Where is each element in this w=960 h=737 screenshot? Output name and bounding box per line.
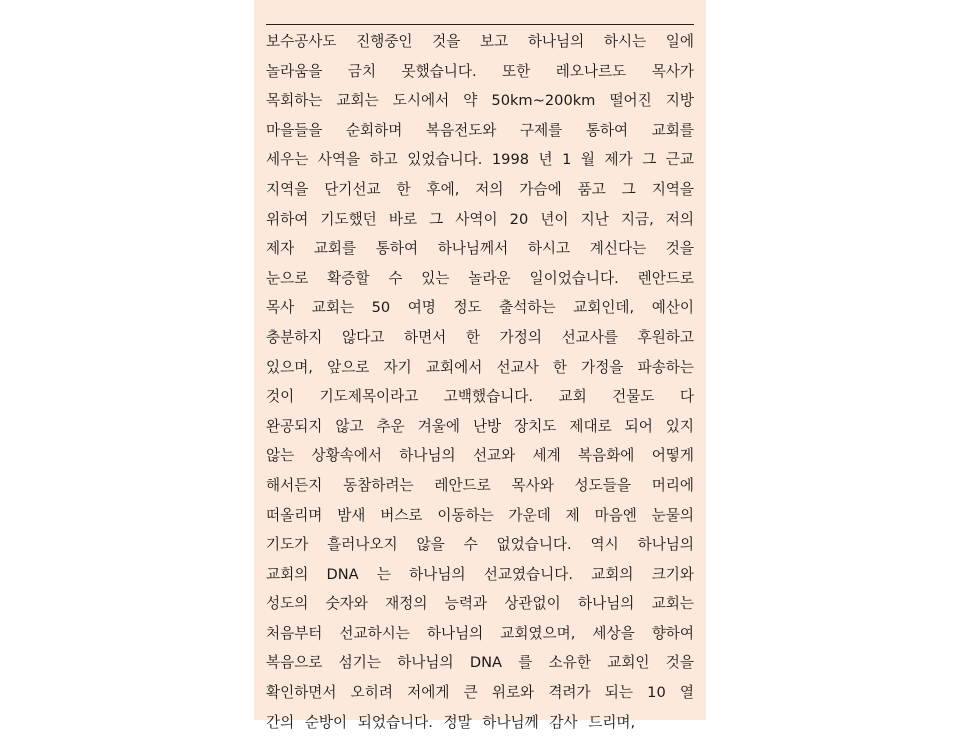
text-line: 간의 순방이 되었습니다. 정말 하나님께 감사 드리며, bbox=[266, 713, 636, 731]
text-line: 목회하는 교회는 도시에서 약 50km~200km 떨어진 지방 bbox=[266, 92, 694, 110]
text-line: 지역을 단기선교 한 후에, 저의 가슴에 품고 그 지역을 bbox=[266, 180, 694, 198]
text-line: 확인하면서 오히려 저에게 큰 위로와 격려가 되는 10 열 bbox=[266, 684, 694, 702]
text-line: 충분하지 않다고 하면서 한 가정의 선교사를 후원하고 bbox=[266, 328, 694, 346]
text-line: 해서든지 동참하려는 레안드로 목사와 성도들을 머리에 bbox=[266, 476, 694, 494]
text-line: 떠올리며 밤새 버스로 이동하는 가운데 제 마음엔 눈물의 bbox=[266, 506, 694, 524]
text-line: 않는 상황속에서 하나님의 선교와 세계 복음화에 어떻게 bbox=[266, 447, 694, 465]
text-line: 위하여 기도했던 바로 그 사역이 20 년이 지난 지금, 저의 bbox=[266, 210, 694, 228]
text-line: 눈으로 확증할 수 있는 놀라운 일이었습니다. 렌안드로 bbox=[266, 269, 694, 287]
top-rule bbox=[266, 24, 694, 25]
text-line: 보수공사도 진행중인 것을 보고 하나님의 하시는 일에 bbox=[266, 33, 694, 50]
text-line: 것이 기도제목이라고 고백했습니다. 교회 건물도 다 bbox=[266, 388, 694, 406]
body-text bbox=[266, 27, 694, 737]
text-line: 놀라움을 금치 못했습니다. 또한 레오나르도 목사가 bbox=[266, 62, 694, 80]
text-line: 완공되지 않고 추운 겨울에 난방 장치도 제대로 되어 있지 bbox=[266, 417, 694, 435]
text-line: 있으며, 앞으로 자기 교회에서 선교사 한 가정을 파송하는 bbox=[266, 358, 694, 376]
text-line: 세우는 사역을 하고 있었습니다. 1998 년 1 월 제가 그 근교 bbox=[266, 151, 694, 169]
text-line: 제자 교회를 통하여 하나님께서 하시고 계신다는 것을 bbox=[266, 240, 694, 258]
text-line: 마을들을 순회하며 복음전도와 구제를 통하여 교회를 bbox=[266, 121, 694, 139]
document-page bbox=[254, 0, 706, 731]
text-line: 복음으로 섬기는 하나님의 DNA 를 소유한 교회인 것을 bbox=[266, 654, 694, 672]
text-line: 교회의 DNA 는 하나님의 선교였습니다. 교회의 크기와 bbox=[266, 565, 694, 583]
text-line: 처음부터 선교하시는 하나님의 교회였으며, 세상을 향하여 bbox=[266, 624, 694, 642]
text-line: 목사 교회는 50 여명 정도 출석하는 교회인데, 예산이 bbox=[266, 299, 694, 317]
text-line: 성도의 숫자와 재정의 능력과 상관없이 하나님의 교회는 bbox=[266, 595, 694, 613]
text-line: 기도가 흘러나오지 않을 수 없었습니다. 역시 하나님의 bbox=[266, 536, 694, 554]
